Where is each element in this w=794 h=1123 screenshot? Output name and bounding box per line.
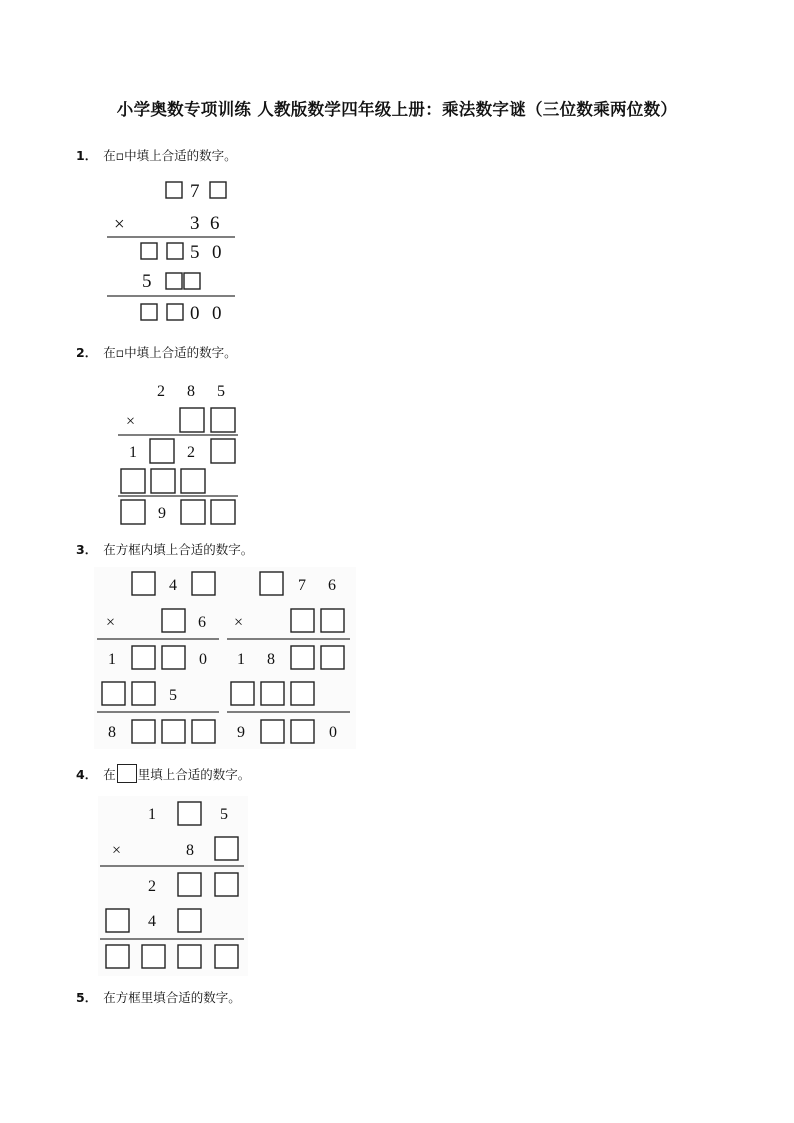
blank-box[interactable] (167, 243, 183, 259)
blank-box[interactable] (166, 182, 182, 198)
digit: 6 (198, 614, 206, 631)
blank-box[interactable] (132, 682, 155, 705)
blank-box[interactable] (181, 500, 205, 524)
blank-box[interactable] (184, 273, 200, 289)
digit: 1 (237, 651, 245, 668)
blank-box[interactable] (211, 408, 235, 432)
question-number: 4． (76, 767, 98, 782)
blank-box[interactable] (141, 304, 157, 320)
blank-box[interactable] (166, 273, 182, 289)
question-text-post: 里填上合适的数字。 (137, 767, 251, 782)
blank-box[interactable] (291, 720, 314, 743)
blank-box[interactable] (215, 873, 238, 896)
question-5 (76, 988, 241, 1006)
digit: 0 (212, 303, 222, 324)
digit: 9 (158, 505, 166, 522)
digit: 7 (190, 181, 200, 202)
digit: 2 (187, 444, 195, 461)
puzzle-3 (94, 567, 356, 749)
blank-box[interactable] (106, 909, 129, 932)
blank-box[interactable] (192, 572, 215, 595)
blank-box[interactable] (181, 469, 205, 493)
blank-box[interactable] (192, 720, 215, 743)
digit: 8 (187, 383, 195, 400)
blank-box[interactable] (291, 609, 314, 632)
question-text: 在▫中填上合适的数字。 (103, 345, 237, 360)
digit: 5 (220, 806, 228, 823)
question-text: 在方框内填上合适的数字。 (103, 542, 254, 557)
digit: 5 (169, 687, 177, 704)
digit: 6 (210, 213, 220, 234)
digit: 8 (186, 842, 194, 859)
digit: 5 (217, 383, 225, 400)
blank-box[interactable] (106, 945, 129, 968)
blank-box[interactable] (291, 682, 314, 705)
blank-box[interactable] (215, 837, 238, 860)
blank-box[interactable] (210, 182, 226, 198)
times-sign: × (106, 614, 116, 631)
digit: 8 (108, 724, 116, 741)
puzzle-2 (114, 376, 244, 528)
digit: 6 (328, 577, 336, 594)
question-4 (76, 764, 250, 783)
question-2 (76, 343, 237, 361)
blank-box[interactable] (162, 646, 185, 669)
blank-box[interactable] (178, 873, 201, 896)
blank-box[interactable] (132, 646, 155, 669)
question-1 (76, 146, 237, 164)
blank-box[interactable] (151, 469, 175, 493)
blank-box[interactable] (167, 304, 183, 320)
blank-box[interactable] (141, 243, 157, 259)
times-sign: × (234, 614, 244, 631)
times-sign: × (112, 842, 122, 859)
digit: 4 (169, 577, 177, 594)
question-3 (76, 540, 253, 558)
digit: 4 (148, 913, 156, 930)
blank-box[interactable] (231, 682, 254, 705)
digit: 1 (148, 806, 156, 823)
blank-box[interactable] (150, 439, 174, 463)
puzzle-1 (100, 176, 250, 328)
blank-box[interactable] (178, 945, 201, 968)
digit: 3 (190, 213, 200, 234)
times-sign: × (126, 413, 136, 430)
blank-box[interactable] (291, 646, 314, 669)
blank-box[interactable] (132, 720, 155, 743)
digit: 8 (267, 651, 275, 668)
digit: 0 (212, 242, 222, 263)
page-title: 小学奥数专项训练 人教版数学四年级上册：乘法数字谜（三位数乘两位数） (116, 100, 678, 119)
inline-blank-box (117, 764, 137, 783)
blank-box[interactable] (260, 572, 283, 595)
blank-box[interactable] (261, 720, 284, 743)
digit: 5 (142, 271, 152, 292)
blank-box[interactable] (261, 682, 284, 705)
times-sign: × (114, 214, 125, 235)
question-text: 在▫中填上合适的数字。 (103, 148, 237, 163)
blank-box[interactable] (178, 909, 201, 932)
puzzle-4 (98, 796, 248, 976)
blank-box[interactable] (211, 439, 235, 463)
blank-box[interactable] (132, 572, 155, 595)
question-number: 1． (76, 148, 98, 163)
blank-box[interactable] (211, 500, 235, 524)
blank-box[interactable] (121, 469, 145, 493)
question-number: 5． (76, 990, 98, 1005)
question-number: 2． (76, 345, 98, 360)
blank-box[interactable] (180, 408, 204, 432)
blank-box[interactable] (162, 720, 185, 743)
digit: 9 (237, 724, 245, 741)
blank-box[interactable] (162, 609, 185, 632)
digit: 1 (108, 651, 116, 668)
digit: 0 (329, 724, 337, 741)
blank-box[interactable] (102, 682, 125, 705)
digit: 1 (129, 444, 137, 461)
digit: 0 (199, 651, 207, 668)
digit: 7 (298, 577, 306, 594)
blank-box[interactable] (321, 646, 344, 669)
digit: 5 (190, 242, 200, 263)
blank-box[interactable] (142, 945, 165, 968)
digit: 2 (148, 878, 156, 895)
blank-box[interactable] (121, 500, 145, 524)
question-number: 3． (76, 542, 98, 557)
blank-box[interactable] (215, 945, 238, 968)
digit: 2 (157, 383, 165, 400)
blank-box[interactable] (178, 802, 201, 825)
blank-box[interactable] (321, 609, 344, 632)
digit: 0 (190, 303, 200, 324)
question-text: 在方框里填合适的数字。 (103, 990, 241, 1005)
question-text-pre: 在 (103, 767, 116, 782)
